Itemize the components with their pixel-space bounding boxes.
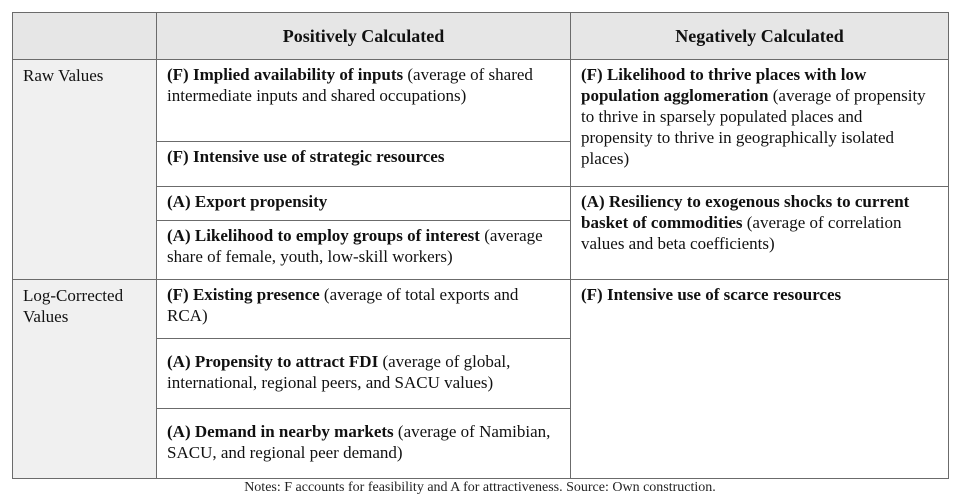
cell-positive	[157, 280, 571, 339]
indicator-name: (F) Intensive use of scarce resources	[581, 285, 842, 304]
header-positive: Positively Calculated	[157, 13, 571, 60]
indicator-detail: (average of correlation values and beta coefficients)	[581, 213, 902, 253]
indicator-detail: (average of Namibian, SACU, and regional peer demand)	[167, 422, 551, 462]
row-label-log: Log-Corrected Values	[13, 280, 157, 479]
indicator-name: (A) Likelihood to employ groups of interest	[167, 226, 480, 245]
indicator-detail: (average of total exports and RCA)	[167, 285, 519, 325]
indicator-detail: (average share of female, youth, low-skill workers)	[167, 226, 543, 266]
indicator-detail: (average of propensity to thrive in sparsely populated places and propensity to thrive in geographically isolated places)	[581, 86, 926, 168]
cell-negative	[571, 60, 949, 187]
indicator-name: (A) Export propensity	[167, 192, 328, 211]
cell-negative	[571, 187, 949, 280]
cell-negative	[571, 280, 949, 479]
indicator-name: (F) Intensive use of strategic resources	[167, 147, 445, 166]
cell-positive	[157, 221, 571, 280]
table-row	[13, 60, 949, 142]
indicator-name: (A) Demand in nearby markets	[167, 422, 394, 441]
header-corner	[13, 13, 157, 60]
indicator-detail: (average of global, international, regional peers, and SACU values)	[167, 352, 511, 392]
cell-positive	[157, 60, 571, 142]
indicator-name: (F) Existing presence	[167, 285, 320, 304]
indicator-name: (A) Propensity to attract FDI	[167, 352, 379, 371]
indicator-name: (F) Implied availability of inputs	[167, 65, 404, 84]
header-negative: Negatively Calculated	[571, 13, 949, 60]
table-row	[13, 280, 949, 339]
cell-positive	[157, 339, 571, 409]
row-label-raw: Raw Values	[13, 60, 157, 280]
cell-positive	[157, 409, 571, 479]
table-note: Notes: F accounts for feasibility and A for attractiveness. Source: Own construction.	[244, 480, 716, 495]
indicator-detail: (average of shared intermediate inputs and shared occupations)	[167, 65, 533, 105]
cell-positive	[157, 187, 571, 221]
indicator-name: (A) Resiliency to exogenous shocks to current basket of commodities	[581, 192, 910, 232]
header-row	[13, 13, 949, 60]
indicator-name: (F) Likelihood to thrive places with low population agglomeration	[581, 65, 867, 105]
cell-positive	[157, 142, 571, 187]
indicator-table	[12, 12, 949, 479]
